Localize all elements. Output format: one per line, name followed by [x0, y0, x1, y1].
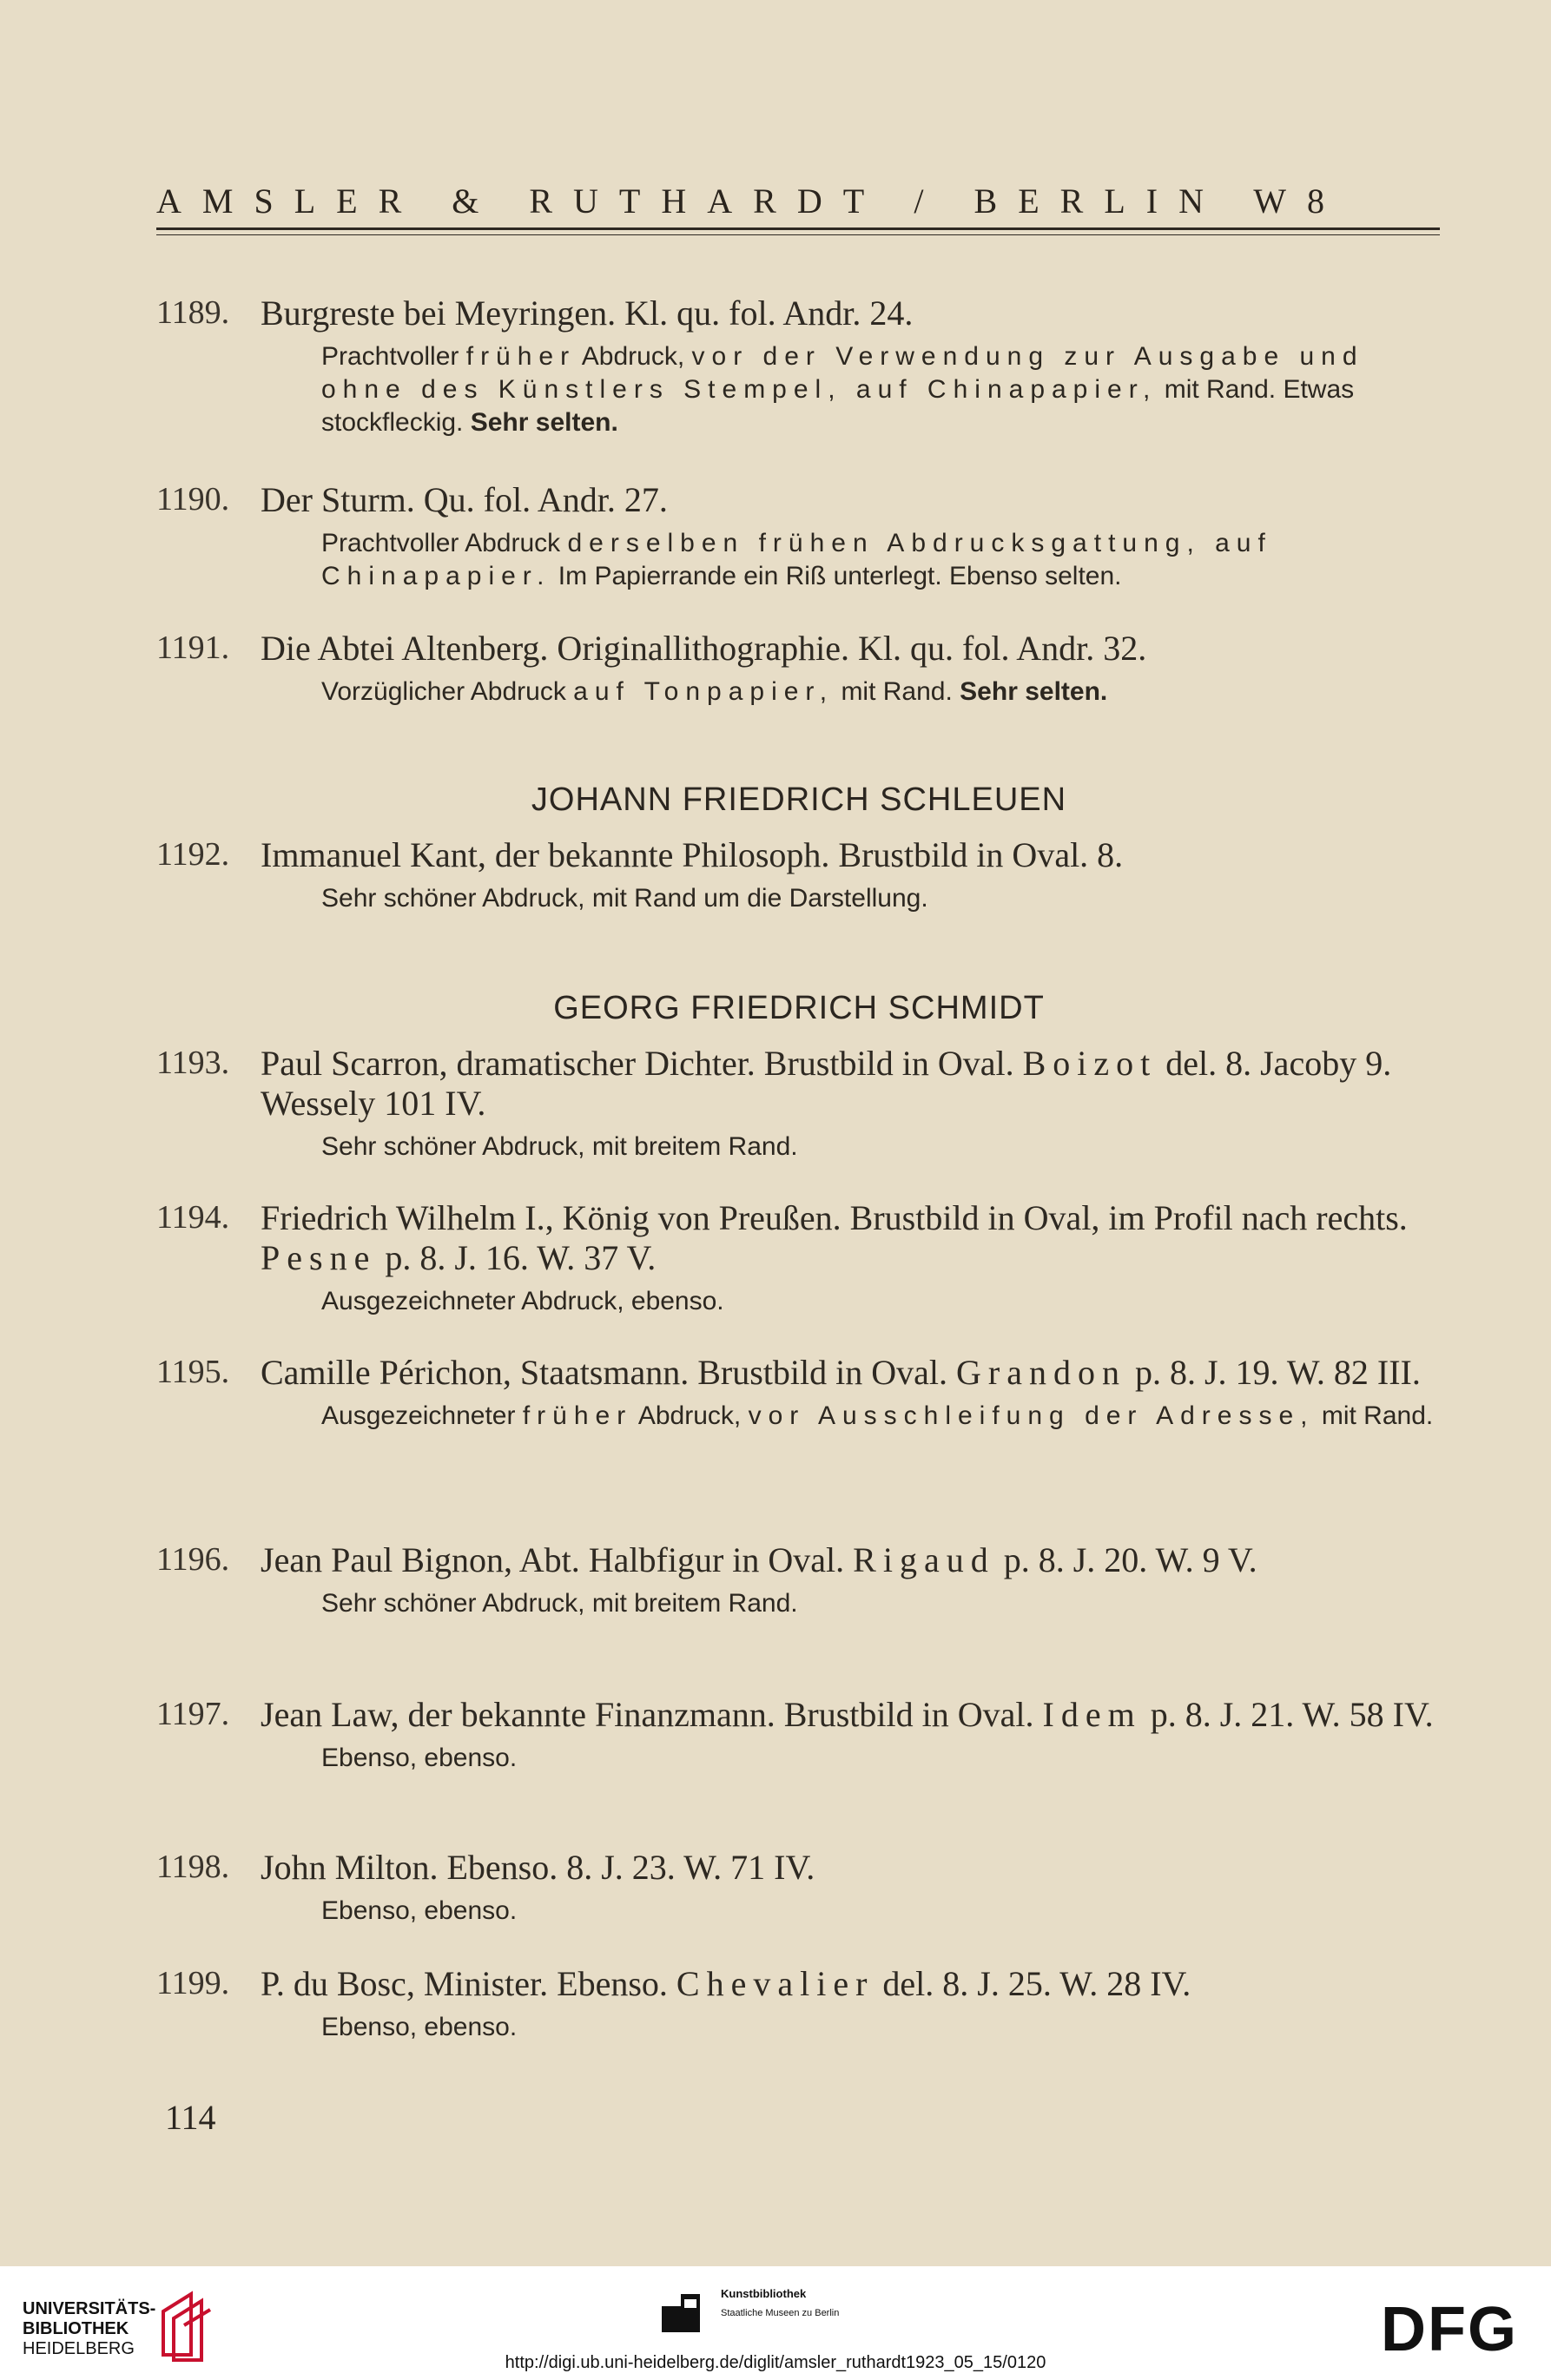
university-library-logo-text[interactable] — [23, 2299, 155, 2359]
uni-line: BIBLIOTHEK — [23, 2319, 129, 2338]
entry-description — [321, 1400, 1442, 1433]
running-header: AMSLER & RUTHARDT / BERLIN W8 — [156, 181, 1345, 221]
entry-number: 1190. — [156, 481, 230, 518]
catalog-entry-1197 — [156, 1695, 1442, 1775]
desc-text: Abdruck, — [576, 342, 692, 371]
entry-number: 1198. — [156, 1849, 230, 1885]
title-artist-spaced: Rigaud — [853, 1540, 995, 1579]
title-text: Friedrich Wilhelm I., König von Preußen. Brustbild in Oval, im Profil nach rechts. — [261, 1198, 1408, 1237]
title-artist-spaced: Idem — [1042, 1695, 1142, 1734]
desc-text: Prachtvoller — [321, 342, 466, 371]
entry-number: 1196. — [156, 1541, 230, 1578]
catalog-entry-1191 — [156, 629, 1442, 709]
university-library-logo-icon — [156, 2285, 217, 2364]
catalog-entry-1198 — [156, 1848, 1442, 1928]
desc-text: Prachtvoller Abdruck — [321, 529, 568, 557]
entry-description: Ebenso, ebenso. — [321, 1896, 518, 1925]
entry-description: Ebenso, ebenso. — [321, 1744, 518, 1772]
entry-description: Sehr schöner Abdruck, mit breitem Rand. — [321, 1589, 798, 1618]
entry-description — [321, 676, 1442, 709]
catalog-entry-1193 — [156, 1044, 1442, 1164]
entry-number: 1197. — [156, 1696, 230, 1732]
title-text: p. 8. J. 21. W. 58 IV. — [1141, 1695, 1434, 1734]
entry-title — [261, 1044, 1442, 1124]
entry-description — [321, 340, 1442, 439]
entry-description — [321, 527, 1442, 593]
uni-line: HEIDELBERG — [23, 2339, 135, 2358]
entry-title: Die Abtei Altenberg. Originallithographie. Kl. qu. fol. Andr. 32. — [261, 629, 1147, 668]
desc-text: Abdruck, — [632, 1401, 749, 1430]
title-text: p. 8. J. 19. W. 82 III. — [1125, 1353, 1421, 1392]
entry-description: Ebenso, ebenso. — [321, 2013, 518, 2041]
artist-heading-schmidt: GEORG FRIEDRICH SCHMIDT — [553, 990, 1045, 1026]
artist-heading-schleuen: JOHANN FRIEDRICH SCHLEUEN — [531, 781, 1067, 818]
title-artist-spaced: Grandon — [956, 1353, 1126, 1392]
desc-bold: Sehr selten. — [470, 408, 618, 437]
entry-description: Sehr schöner Abdruck, mit breitem Rand. — [321, 1132, 798, 1161]
entry-number: 1192. — [156, 836, 230, 873]
catalog-entry-1194 — [156, 1198, 1442, 1318]
digitization-footer — [0, 2266, 1551, 2380]
desc-bold: Sehr selten. — [960, 677, 1108, 706]
entry-title: Burgreste bei Meyringen. Kl. qu. fol. Andr. 24. — [261, 293, 914, 333]
entry-description: Sehr schöner Abdruck, mit Rand um die Darstellung. — [321, 884, 928, 913]
kb-subtitle: Staatliche Museen zu Berlin — [721, 2308, 840, 2318]
entry-title — [261, 1540, 1442, 1580]
uni-line: UNIVERSITÄTS- — [23, 2299, 156, 2318]
title-text: Jean Law, der bekannte Finanzmann. Brustbild in Oval. — [261, 1695, 1043, 1734]
title-text: del. 8. Jacoby 9. Wessely 101 IV. — [261, 1044, 1392, 1123]
kb-name: Kunstbibliothek — [721, 2287, 807, 2300]
entry-description: Ausgezeichneter Abdruck, ebenso. — [321, 1287, 724, 1315]
desc-spaced: vor Ausschleifung der Adresse, — [748, 1401, 1315, 1430]
entry-title — [261, 1695, 1442, 1735]
title-artist-spaced: Boizot — [1022, 1044, 1158, 1083]
entry-title: Der Sturm. Qu. fol. Andr. 27. — [261, 480, 668, 519]
entry-title: John Milton. Ebenso. 8. J. 23. W. 71 IV. — [261, 1848, 815, 1887]
catalog-entry-1195 — [156, 1353, 1442, 1433]
desc-spaced: früher — [465, 342, 577, 371]
kunstbibliothek-mark-icon — [662, 2294, 710, 2332]
desc-spaced: vor der Verwendung zur Ausgabe und ohne des Künstlers Stempel, auf Chinapapier, — [321, 342, 1364, 404]
entry-number: 1191. — [156, 630, 230, 666]
header-rule — [156, 227, 1440, 230]
entry-number: 1194. — [156, 1199, 230, 1236]
title-artist-spaced: Pesne — [261, 1238, 377, 1277]
desc-spaced: früher — [522, 1401, 633, 1430]
entry-title — [261, 1964, 1442, 2004]
page-number: 114 — [165, 2098, 216, 2137]
desc-spaced: derselben frühen Abdrucksgattung, auf Chinapapier. — [321, 529, 1272, 590]
catalog-entry-1190 — [156, 480, 1442, 593]
catalog-entry-1196 — [156, 1540, 1442, 1620]
desc-text: Im Papierrande ein Riß unterlegt. Ebenso selten. — [551, 562, 1122, 590]
catalog-entry-1189 — [156, 293, 1442, 439]
title-text: P. du Bosc, Minister. Ebenso. — [261, 1964, 676, 2003]
desc-spaced: auf Tonpapier, — [573, 677, 835, 706]
entry-number: 1195. — [156, 1354, 230, 1390]
title-text: p. 8. J. 20. W. 9 V. — [994, 1540, 1257, 1579]
entry-title: Immanuel Kant, der bekannte Philosoph. Brustbild in Oval. 8. — [261, 835, 1124, 874]
entry-title — [261, 1353, 1442, 1393]
entry-number: 1189. — [156, 294, 230, 331]
entry-title — [261, 1198, 1442, 1278]
desc-text: mit Rand. — [834, 677, 960, 706]
catalog-entry-1199 — [156, 1964, 1442, 2044]
entry-number: 1199. — [156, 1965, 230, 2001]
permalink-url[interactable]: http://digi.ub.uni-heidelberg.de/diglit/amsler_ruthardt1923_05_15/0120 — [505, 2353, 1046, 2372]
entry-number: 1193. — [156, 1045, 230, 1081]
title-text: del. 8. J. 25. W. 28 IV. — [874, 1964, 1191, 2003]
desc-text: mit Rand. Etwas stockfleckig. — [321, 375, 1355, 437]
desc-text: Vorzüglicher Abdruck — [321, 677, 574, 706]
desc-text: mit Rand. — [1314, 1401, 1434, 1430]
title-text: Paul Scarron, dramatischer Dichter. Brustbild in Oval. — [261, 1044, 1023, 1083]
title-artist-spaced: Chevalier — [676, 1964, 874, 2003]
dfg-logo[interactable]: DFG — [1381, 2295, 1518, 2364]
desc-text: Ausgezeichneter — [321, 1401, 523, 1430]
title-text: Camille Périchon, Staatsmann. Brustbild in Oval. — [261, 1353, 957, 1392]
catalog-entry-1192 — [156, 835, 1442, 915]
header-rule-thin — [156, 234, 1440, 235]
title-text: p. 8. J. 16. W. 37 V. — [376, 1238, 657, 1277]
title-text: Jean Paul Bignon, Abt. Halbfigur in Oval. — [261, 1540, 854, 1579]
